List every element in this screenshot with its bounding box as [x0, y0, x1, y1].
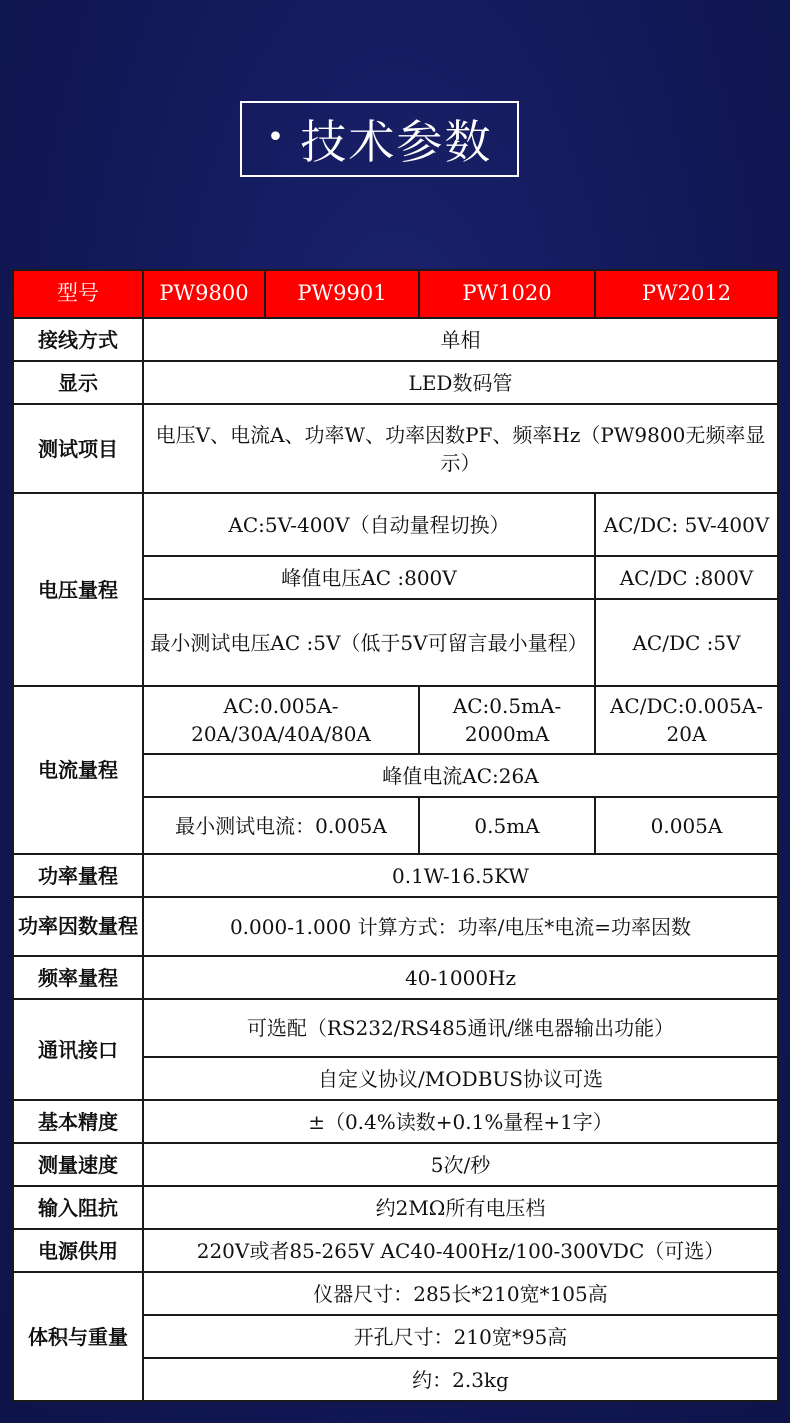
- row-value: 约2MΩ所有电压档: [143, 1186, 778, 1229]
- table-row: [13, 854, 778, 897]
- table-row: [13, 318, 778, 361]
- voltage-min-main: 最小测试电压AC :5V（低于5V可留言最小量程）: [143, 599, 595, 686]
- current-min-a: 最小测试电流：0.005A: [143, 797, 419, 854]
- row-value: ±（0.4%读数+0.1%量程+1字）: [143, 1100, 778, 1143]
- row-label: 显示: [13, 361, 143, 404]
- row-label: 电源供用: [13, 1229, 143, 1272]
- table-row: [13, 1186, 778, 1229]
- spec-table: [12, 269, 779, 1402]
- row-label: 频率量程: [13, 956, 143, 999]
- row-value: 5次/秒: [143, 1143, 778, 1186]
- header-label: 型号: [13, 270, 143, 318]
- section-title: [240, 101, 519, 177]
- current-min-b: 0.5mA: [419, 797, 595, 854]
- row-value: 40-1000Hz: [143, 956, 778, 999]
- cutout-value: 开孔尺寸：210宽*95高: [143, 1315, 778, 1358]
- row-label: 测量速度: [13, 1143, 143, 1186]
- comm-value-2: 自定义协议/MODBUS协议可选: [143, 1057, 778, 1100]
- model-pw1020: PW1020: [419, 270, 595, 318]
- row-value: LED数码管: [143, 361, 778, 404]
- row-value: 0.1W-16.5KW: [143, 854, 778, 897]
- voltage-range-dc: AC/DC: 5V-400V: [595, 493, 778, 556]
- voltage-min-dc: AC/DC :5V: [595, 599, 778, 686]
- table-row: [13, 404, 778, 493]
- voltage-peak-dc: AC/DC :800V: [595, 556, 778, 599]
- table-row: [13, 493, 778, 556]
- model-pw9800: PW9800: [143, 270, 265, 318]
- current-peak: 峰值电流AC:26A: [143, 754, 778, 797]
- row-label: 通讯接口: [13, 999, 143, 1100]
- table-row: [13, 1272, 778, 1315]
- row-label: 体积与重量: [13, 1272, 143, 1401]
- current-range-a: AC:0.005A-20A/30A/40A/80A: [143, 686, 419, 754]
- row-label: 输入阻抗: [13, 1186, 143, 1229]
- table-row: [13, 999, 778, 1057]
- table-row: [13, 1229, 778, 1272]
- row-value: 220V或者85-265V AC40-400Hz/100-300VDC（可选）: [143, 1229, 778, 1272]
- current-range-b: AC:0.5mA-2000mA: [419, 686, 595, 754]
- voltage-peak-main: 峰值电压AC :800V: [143, 556, 595, 599]
- bullet-icon: •: [266, 119, 287, 155]
- row-label: 功率因数量程: [13, 897, 143, 956]
- row-value: 电压V、电流A、功率W、功率因数PF、频率Hz（PW9800无频率显示）: [143, 404, 778, 493]
- current-min-c: 0.005A: [595, 797, 778, 854]
- table-row: [13, 686, 778, 754]
- row-label: 基本精度: [13, 1100, 143, 1143]
- table-row: [13, 1143, 778, 1186]
- row-label: 电流量程: [13, 686, 143, 854]
- section-title-text: 技术参数: [300, 115, 493, 169]
- row-value: 0.000-1.000 计算方式：功率/电压*电流=功率因数: [143, 897, 778, 956]
- row-label: 接线方式: [13, 318, 143, 361]
- size-value: 仪器尺寸：285长*210宽*105高: [143, 1272, 778, 1315]
- row-label: 电压量程: [13, 493, 143, 686]
- row-label: 测试项目: [13, 404, 143, 493]
- table-row: [13, 897, 778, 956]
- table-row: [13, 361, 778, 404]
- voltage-range-main: AC:5V-400V（自动量程切换）: [143, 493, 595, 556]
- model-pw2012: PW2012: [595, 270, 778, 318]
- weight-value: 约：2.3kg: [143, 1358, 778, 1401]
- table-row: [13, 1100, 778, 1143]
- table-row: [13, 956, 778, 999]
- header-row: [13, 270, 778, 318]
- comm-value-1: 可选配（RS232/RS485通讯/继电器输出功能）: [143, 999, 778, 1057]
- current-range-c: AC/DC:0.005A-20A: [595, 686, 778, 754]
- row-value: 单相: [143, 318, 778, 361]
- model-pw9901: PW9901: [265, 270, 419, 318]
- row-label: 功率量程: [13, 854, 143, 897]
